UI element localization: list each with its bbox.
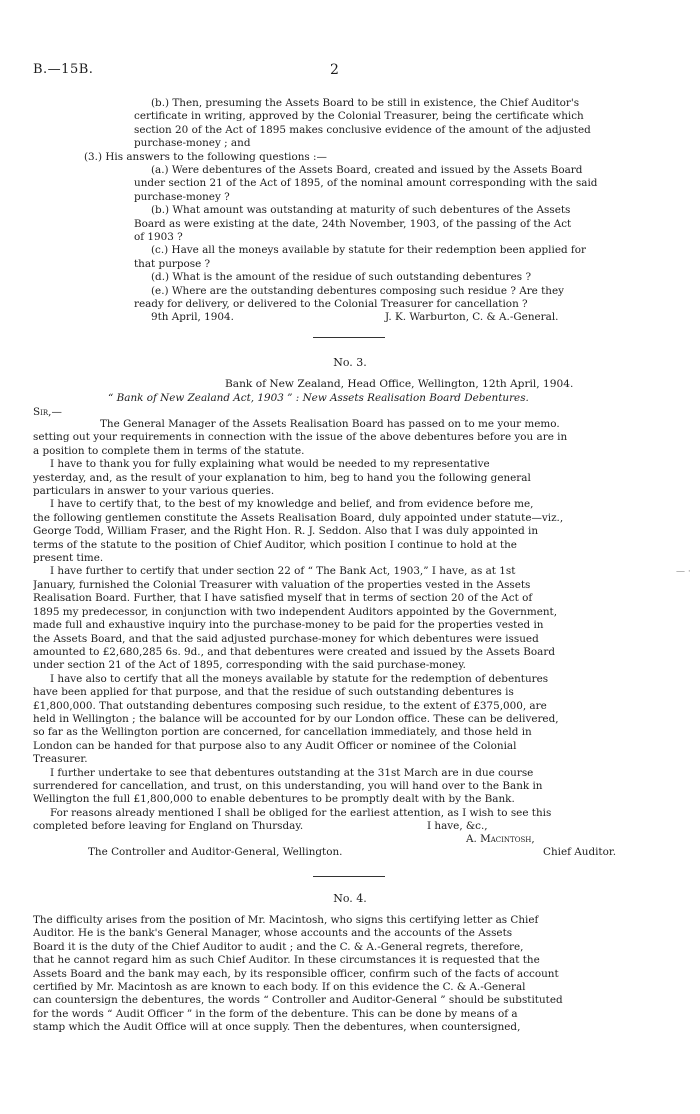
letter-line: terms of the statute to the position of Chief Auditor, which position I continue to hold at the: [33, 538, 517, 551]
letter-line: £1,800,000. That outstanding debentures composing such residue, to the extent of £375,000, are: [33, 699, 547, 712]
letter-line: I have further to certify that under section 22 of “ The Bank Act, 1903,” I have, as at 1st: [50, 565, 516, 578]
letter-line: Realisation Board. Further, that I have satisfied myself that in terms of section 20 of the Act of: [33, 592, 533, 605]
section-divider: [313, 337, 385, 338]
letter-line: present time.: [33, 552, 104, 565]
memo-line: (b.) What amount was outstanding at maturity of such debentures of the Assets: [151, 204, 571, 217]
no4-line: The difficulty arises from the position of Mr. Macintosh, who signs this certifying letter as Chief: [33, 914, 539, 926]
memo-date: 9th April, 1904.: [151, 311, 234, 323]
no4-line: stamp which the Audit Office will at once supply. Then the debentures, when countersigned,: [33, 1021, 521, 1034]
letter-line: so far as the Wellington portion are concerned, for cancellation immediately, and those held in: [33, 726, 532, 739]
letter-line: London can be handed for that purpose also to any Audit Officer or nominee of the Colonial: [33, 739, 517, 752]
memo-line: section 20 of the Act of 1895 makes conclusive evidence of the amount of the adjusted: [134, 123, 591, 136]
memo-signature: J. K. Warburton, C. & A.-General.: [385, 311, 559, 323]
memo-line: (d.) What is the amount of the residue of such outstanding debentures ?: [151, 271, 532, 284]
memo-line: purchase-money ?: [134, 190, 230, 203]
letter-line: have been applied for that purpose, and that the residue of such outstanding debentures is: [33, 686, 514, 699]
memo-line: of 1903 ?: [134, 231, 183, 244]
letter-line: I further undertake to see that debentures outstanding at the 31st March are in due course: [50, 766, 534, 779]
letter-line: under section 21 of the Act of 1895, corresponding with the said purchase-money.: [33, 659, 466, 672]
letter-line: 1895 my predecessor, in conjunction with two independent Auditors appointed by the Government,: [33, 605, 558, 618]
memo-line: (3.) His answers to the following questions :—: [84, 150, 327, 163]
section-heading-no4: No. 4.: [333, 892, 367, 905]
letter-line: Treasurer.: [33, 753, 88, 766]
letter-line: Wellington the full £1,800,000 to enable debentures to be promptly dealt with by the Bank.: [33, 793, 515, 806]
no4-body: [33, 914, 627, 1035]
memo-line: under section 21 of the Act of 1895, of the nominal amount corresponding with the said: [134, 177, 598, 190]
letter-line: a position to complete them in terms of the statute.: [33, 444, 305, 457]
letter-line: setting out your requirements in connection with the issue of the above debentures before you are in: [33, 431, 568, 444]
letter-line: January, furnished the Colonial Treasurer with valuation of the properties vested in the Assets: [33, 578, 531, 591]
letter-line: I have to certify that, to the best of my knowledge and belief, and from evidence before me,: [50, 498, 534, 511]
memo-line: ready for delivery, or delivered to the Colonial Treasurer for cancellation ?: [134, 298, 528, 311]
letter-line: completed before leaving for England on Thursday.: [33, 820, 304, 833]
memo-line: (a.) Were debentures of the Assets Board, created and issued by the Assets Board: [151, 164, 583, 177]
letter-subject: “ Bank of New Zealand Act, 1903 ” : New Assets Realisation Board Debentures.: [108, 392, 529, 404]
letter-line: The General Manager of the Assets Realisation Board has passed on to me your memo.: [100, 418, 560, 430]
letter-address: Bank of New Zealand, Head Office, Wellington, 12th April, 1904.: [225, 378, 574, 390]
memo-line: (b.) Then, presuming the Assets Board to be still in existence, the Chief Auditor's: [151, 97, 580, 109]
memo-line: purchase-money ; and: [134, 137, 251, 150]
section-heading-no3: No. 3.: [333, 356, 367, 369]
no4-line: Assets Board and the bank may each, by its responsible officer, confirm such of the facts of account: [33, 967, 559, 980]
memo-line: (e.) Where are the outstanding debentures composing such residue ? Are they: [151, 284, 565, 297]
no4-line: Auditor. He is the bank's General Manager, whose accounts and the accounts of the Assets: [33, 927, 513, 940]
letter-line: the Assets Board, and that the said adjusted purchase-money for which debentures were issued: [33, 632, 539, 645]
letter-line: the following gentlemen constitute the Assets Realisation Board, duly appointed under statute—viz.,: [33, 511, 564, 524]
no4-line: can countersign the debentures, the words “ Controller and Auditor-General ” should be substituted: [33, 994, 563, 1007]
letter-closing: I have, &c.,: [427, 820, 488, 832]
no4-line: for the words “ Audit Officer ” in the form of the debenture. This can be done by means of a: [33, 1007, 518, 1020]
section-divider: [313, 876, 385, 877]
memo-continuation: [84, 97, 618, 312]
letter-line: held in Wellington ; the balance will be accounted for by our London office. These can be delivered,: [33, 712, 559, 725]
document-reference: B.—15B.: [33, 62, 94, 77]
letter-body: [33, 418, 627, 834]
no4-line: Board it is the duty of the Chief Auditor to audit ; and the C. & A.-General regrets, therefore,: [33, 940, 524, 953]
memo-line: that purpose ?: [134, 257, 211, 270]
no4-line: that he cannot regard him as such Chief Auditor. In these circumstances it is requested that the: [33, 954, 540, 967]
letter-signatory: A. Macintosh,: [466, 833, 535, 845]
letter-line: amounted to £2,680,285 6s. 9d., and that debentures were created and issued by the Assets Board: [33, 645, 555, 658]
page-number: 2: [330, 62, 339, 78]
letter-addressee: The Controller and Auditor-General, Wellington.: [88, 846, 343, 858]
letter-line: particulars in answer to your various queries.: [33, 485, 275, 498]
letter-line: surrendered for cancellation, and trust, on this understanding, you will hand over to the Bank in: [33, 779, 543, 792]
letter-line: For reasons already mentioned I shall be obliged for the earliest attention, as I wish to see this: [50, 806, 552, 819]
letter-line: yesterday, and, as the result of your explanation to him, beg to hand you the following general: [33, 471, 531, 484]
letter-salutation: Sir,—: [33, 406, 62, 418]
letter-line: George Todd, William Fraser, and the Right Hon. R. J. Seddon. Also that I was duly appointed in: [33, 525, 539, 538]
memo-line: certificate in writing, approved by the Colonial Treasurer, being the certificate which: [134, 110, 584, 123]
margin-mark: — ·: [676, 567, 691, 577]
letter-signatory-title: Chief Auditor.: [543, 846, 616, 858]
letter-line: I have also to certify that all the moneys available by statute for the redemption of debentures: [50, 672, 549, 685]
letter-line: I have to thank you for fully explaining what would be needed to my representative: [50, 458, 490, 471]
letter-line: made full and exhaustive inquiry into the purchase-money to be paid for the properties vested in: [33, 619, 544, 632]
memo-line: (c.) Have all the moneys available by statute for their redemption been applied for: [151, 244, 586, 257]
memo-line: Board as were existing at the date, 24th November, 1903, of the passing of the Act: [134, 217, 572, 230]
no4-line: certified by Mr. Macintosh as are known to each body. If on this evidence the C. & A.-General: [33, 981, 526, 994]
